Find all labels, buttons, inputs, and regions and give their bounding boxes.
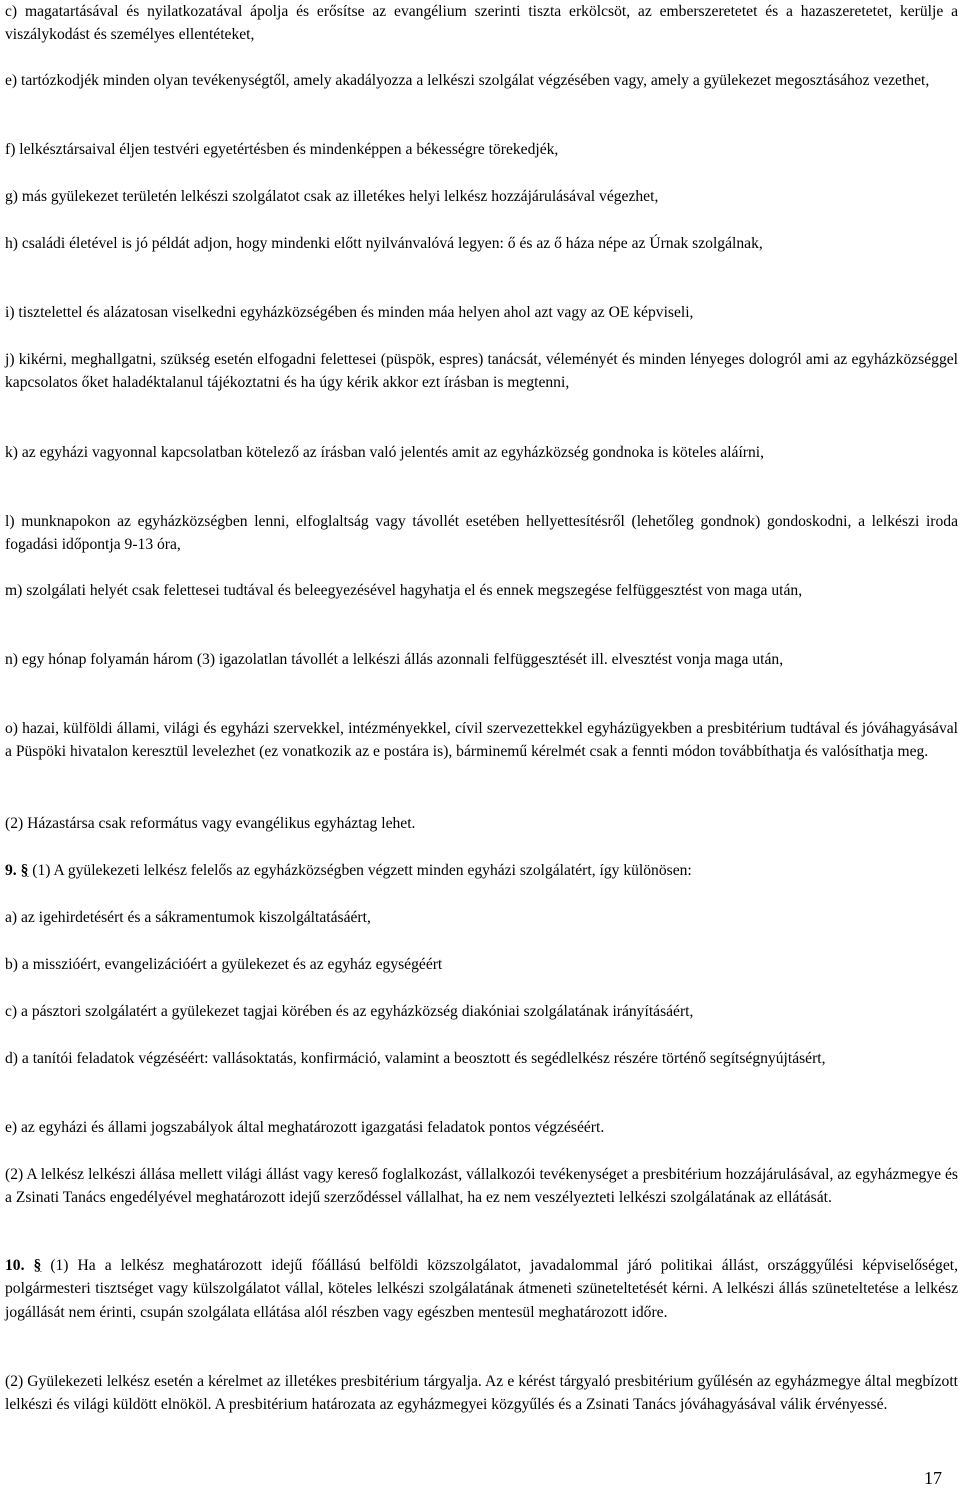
paragraph-j: j) kikérni, meghallgatni, szükség esetén elfogadni felettesei (püspök, espres) tanácsát, véleményét és minden lényeges dologról ami az egyházközséggel kapcsolatos őket haladéktalanul tájékoztatni és ha úgy kérik akkor ezt írásban is megtenni, [5, 351, 958, 392]
paragraph-9b: b) a misszióért, evangelizációért a gyülekezet és az egyház egységéért [5, 956, 443, 973]
section-number: 9. [5, 862, 17, 879]
paragraph-h: h) családi életével is jó példát adjon, hogy mindenki előtt nyilvánvalóvá legyen: ő és az ő háza népe az Úrnak szolgálnak, [5, 235, 763, 252]
paragraph-k: k) az egyházi vagyonnal kapcsolatban kötelező az írásban való jelentés amit az egyházközség gondnoka is köteles aláírni, [5, 444, 765, 461]
section-10-paragraph [5, 1254, 958, 1324]
section-mark: § [33, 1257, 42, 1274]
paragraph-e: e) tartózkodjék minden olyan tevékenységtől, amely akadályozza a lelkészi szolgálat végzésében vagy, amely a gyülekezet megosztásához vezethet, [5, 72, 930, 89]
paragraph-c: c) magatartásával és nyilatkozatával ápolja és erősítse az evangélium szerinti tiszta erkölcsöt, az emberszeretetet és a hazaszeretetet, kerülje a viszálykodást és személyes ellentéteket, [5, 3, 958, 44]
paragraph-f: f) lelkésztársaival éljen testvéri egyetértésben és mindenképpen a békességre törekedjék, [5, 141, 559, 158]
paragraph-m: m) szolgálati helyét csak felettesei tudtával és beleegyezésével hagyhatja el és ennek megszegése felfüggesztést von maga után, [5, 582, 803, 599]
paragraph-spouse: (2) Házastársa csak református vagy evangélikus egyháztag lehet. [5, 815, 416, 832]
paragraph-g: g) más gyülekezet területén lelkészi szolgálatot csak az illetékes helyi lelkész hozzájárulásával végezhet, [5, 188, 659, 205]
paragraph-10-2: (2) Gyülekezeti lelkész esetén a kérelmet az illetékes presbitérium tárgyalja. Az e kérést tárgyaló presbitérium gyűlésén az egyházmegye által megbízott lelkészi és világi küldött elnököl. A presbitérium határozata az egyházmegyei közgyűlés és a Zsinati Tanács jóváhagyásával válik érvényessé. [5, 1373, 958, 1414]
paragraph-9d: d) a tanítói feladatok végzéséért: vallásoktatás, konfirmáció, valamint a beosztott és segédlelkész részére történő segítségnyújtásért, [5, 1050, 826, 1067]
paragraph-l: l) munknapokon az egyházközségben lenni, elfoglaltság vagy távollét esetében hellyettesítésről (lehetőleg gondnok) gondoskodni, a lelkészi iroda fogadási időpontja 9-13 óra, [5, 513, 958, 554]
paragraph-9-2: (2) A lelkész lelkészi állása mellett világi állást vagy kereső foglalkozást, vállalkozói tevékenységet a presbitérium hozzájárulásával, az egyházmegye és a Zsinati Tanács engedélyével meghatározott idejű szerződéssel vállalhat, ha ez nem veszélyezteti lelkészi szolgálatának az ellátását. [5, 1166, 958, 1207]
paragraph-n: n) egy hónap folyamán három (3) igazolatlan távollét a lelkészi állás azonnali felfüggesztését ill. elvesztést vonja maga után, [5, 651, 784, 668]
section-9-text: (1) A gyülekezeti lelkész felelős az egyházközségben végzett minden egyházi szolgálatért, így különösen: [28, 862, 692, 879]
section-9-paragraph [5, 859, 692, 882]
page-number: 17 [924, 1468, 942, 1488]
section-10-text: (1) Ha a lelkész meghatározott idejű főállású belföldi közszolgálatot, javadalommal járó politikai állást, országgyűlési képviselőséget, polgármesteri tisztséget vagy külszolgálatot vállal, köteles lelkészi szolgálatának átmeneti szüneteltetését kérni. A lelkészi állás szüneteltetése a lelkész jogállását nem érinti, csupán szolgálata ellátása alól részben vagy egészben mentesül meghatározott időre. [5, 1257, 958, 1321]
paragraph-9c: c) a pásztori szolgálatért a gyülekezet tagjai körében és az egyházközség diakóniai szolgálatának irányításáért, [5, 1003, 694, 1020]
paragraph-9e: e) az egyházi és állami jogszabályok által meghatározott igazgatási feladatok pontos végzéséért. [5, 1119, 605, 1136]
paragraph-i: i) tisztelettel és alázatosan viselkedni egyházközségében és minden máa helyen ahol azt vagy az OE képviseli, [5, 304, 694, 321]
paragraph-9a: a) az igehirdetésért és a sákramentumok kiszolgáltatásáért, [5, 909, 371, 926]
paragraph-o: o) hazai, külföldi állami, világi és egyházi szervekkel, intézményekkel, cívil szervezettekkel egyházügyekben a presbitérium tudtával és jóváhagyásával a Püspöki hivatalon keresztül levelezhet (ez vonatkozik az e postára is), bárminemű kérelmét csak a fennti módon továbbíthatja és valósíthatja meg. [5, 720, 958, 761]
section-number: 10. [5, 1257, 25, 1274]
section-mark: § [20, 862, 29, 879]
